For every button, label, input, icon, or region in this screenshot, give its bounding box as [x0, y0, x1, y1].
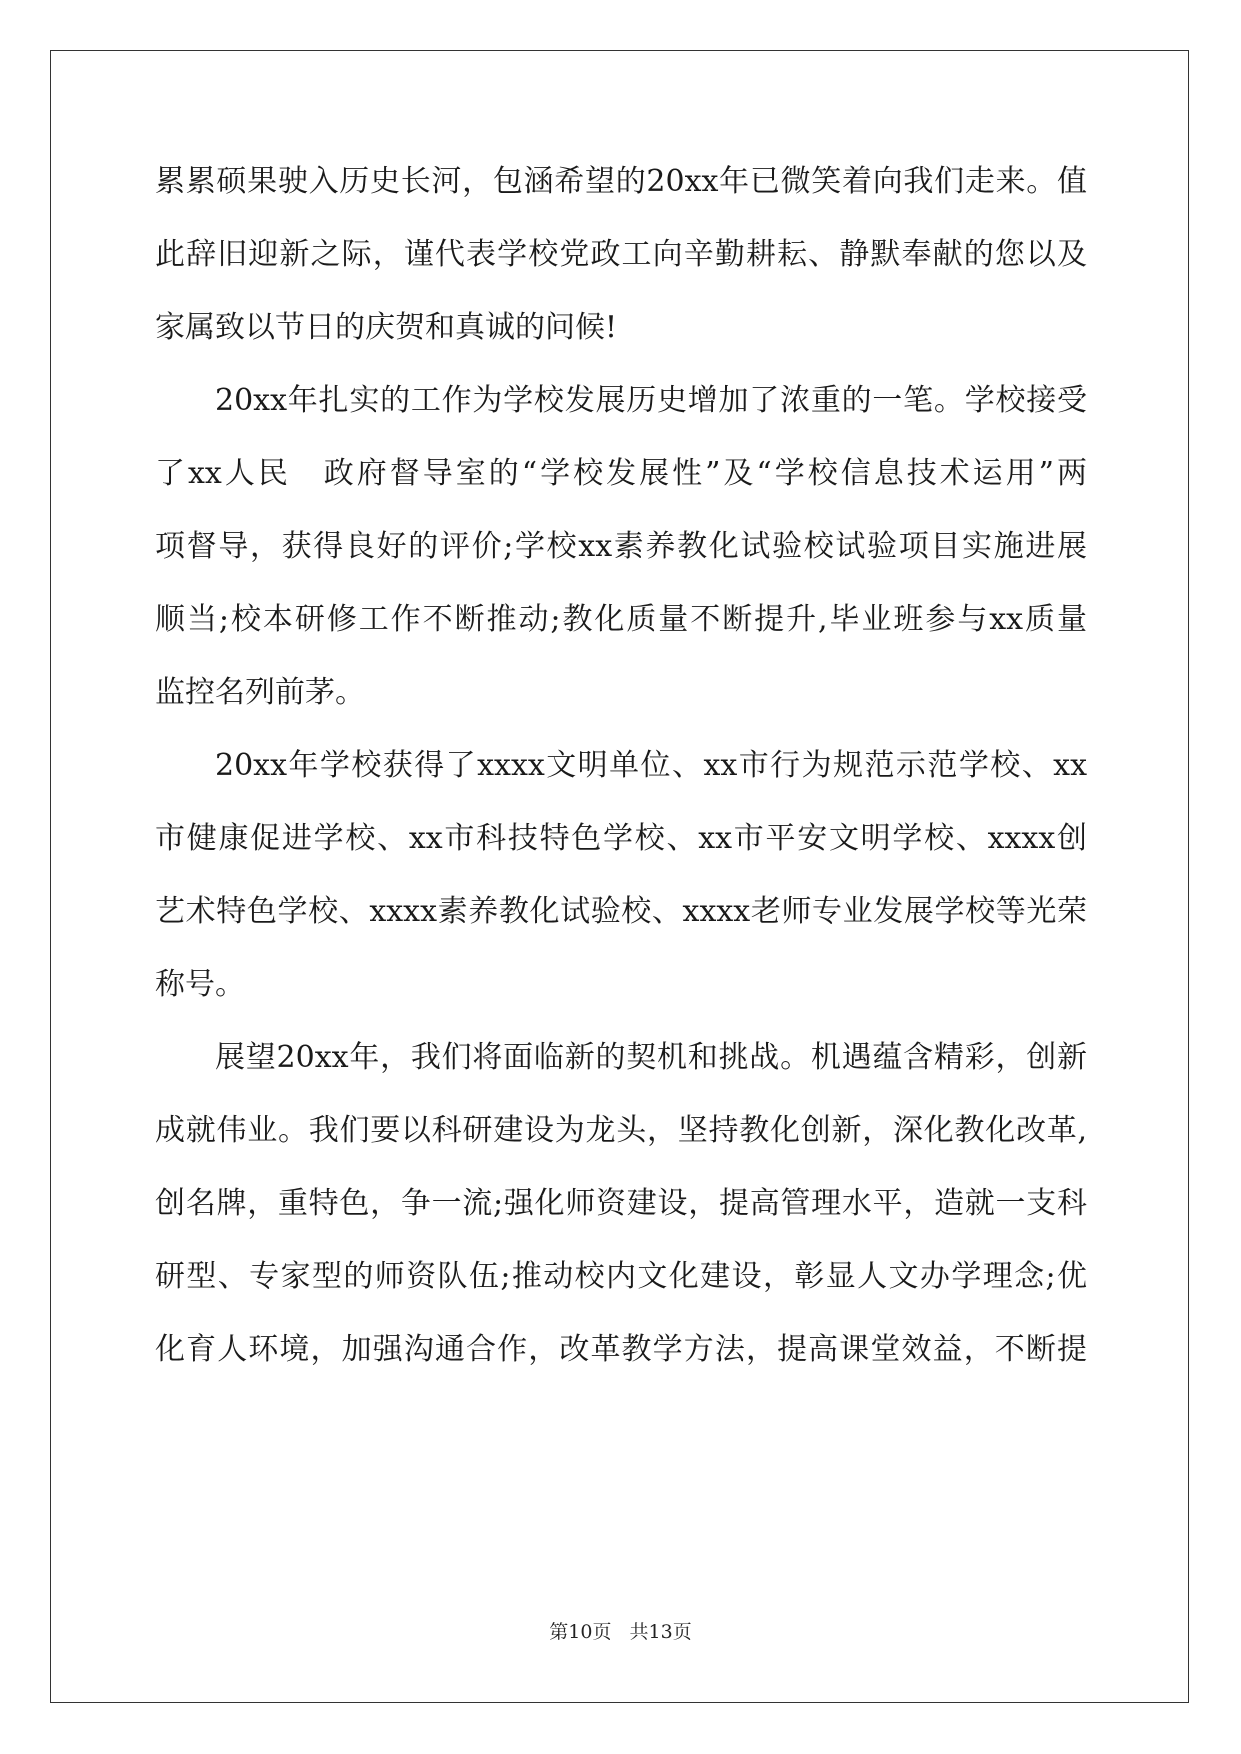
text-line: 家属致以节日的庆贺和真诚的问候! — [155, 310, 618, 345]
page-number: 第10页 — [549, 1621, 612, 1643]
text-line: 累累硕果驶入历史长河，包涵希望的20xx年已微笑着向我们走来。值 — [155, 164, 1087, 199]
text-line: 艺术特色学校、xxxx素养教化试验校、xxxx老师专业发展学校等光荣 — [155, 894, 1087, 929]
text-line: 20xx年学校获得了xxxx文明单位、xx市行为规范示范学校、xx — [215, 748, 1087, 783]
text-line: 20xx年扎实的工作为学校发展历史增加了浓重的一笔。学校接受 — [215, 383, 1087, 418]
text-line: 称号。 — [155, 967, 245, 1002]
text-line: 展望20xx年，我们将面临新的契机和挑战。机遇蕴含精彩，创新 — [215, 1040, 1087, 1075]
text-line: 顺当;校本研修工作不断推动;教化质量不断提升,毕业班参与xx质量 — [155, 602, 1087, 637]
text-line: 此辞旧迎新之际，谨代表学校党政工向辛勤耕耘、静默奉献的您以及 — [155, 237, 1087, 272]
page-footer — [0, 1618, 1241, 1646]
text-line: 成就伟业。我们要以科研建设为龙头，坚持教化创新，深化教化改革, — [155, 1113, 1087, 1148]
text-line: 项督导，获得良好的评价;学校xx素养教化试验校试验项目实施进展 — [155, 529, 1087, 564]
text-line: 市健康促进学校、xx市科技特色学校、xx市平安文明学校、xxxx创 — [155, 821, 1087, 856]
text-line: 化育人环境，加强沟通合作，改革教学方法，提高课堂效益，不断提 — [155, 1332, 1087, 1367]
text-line: 研型、专家型的师资队伍;推动校内文化建设，彰显人文办学理念;优 — [155, 1259, 1087, 1294]
page-total: 共13页 — [629, 1621, 692, 1643]
text-line: 创名牌，重特色，争一流;强化师资建设，提高管理水平，造就一支科 — [155, 1186, 1087, 1221]
text-line: 监控名列前茅。 — [155, 675, 365, 710]
text-line: 了xx人民 政府督导室的“学校发展性”及“学校信息技术运用”两 — [155, 456, 1087, 491]
page-border — [50, 50, 1189, 1703]
